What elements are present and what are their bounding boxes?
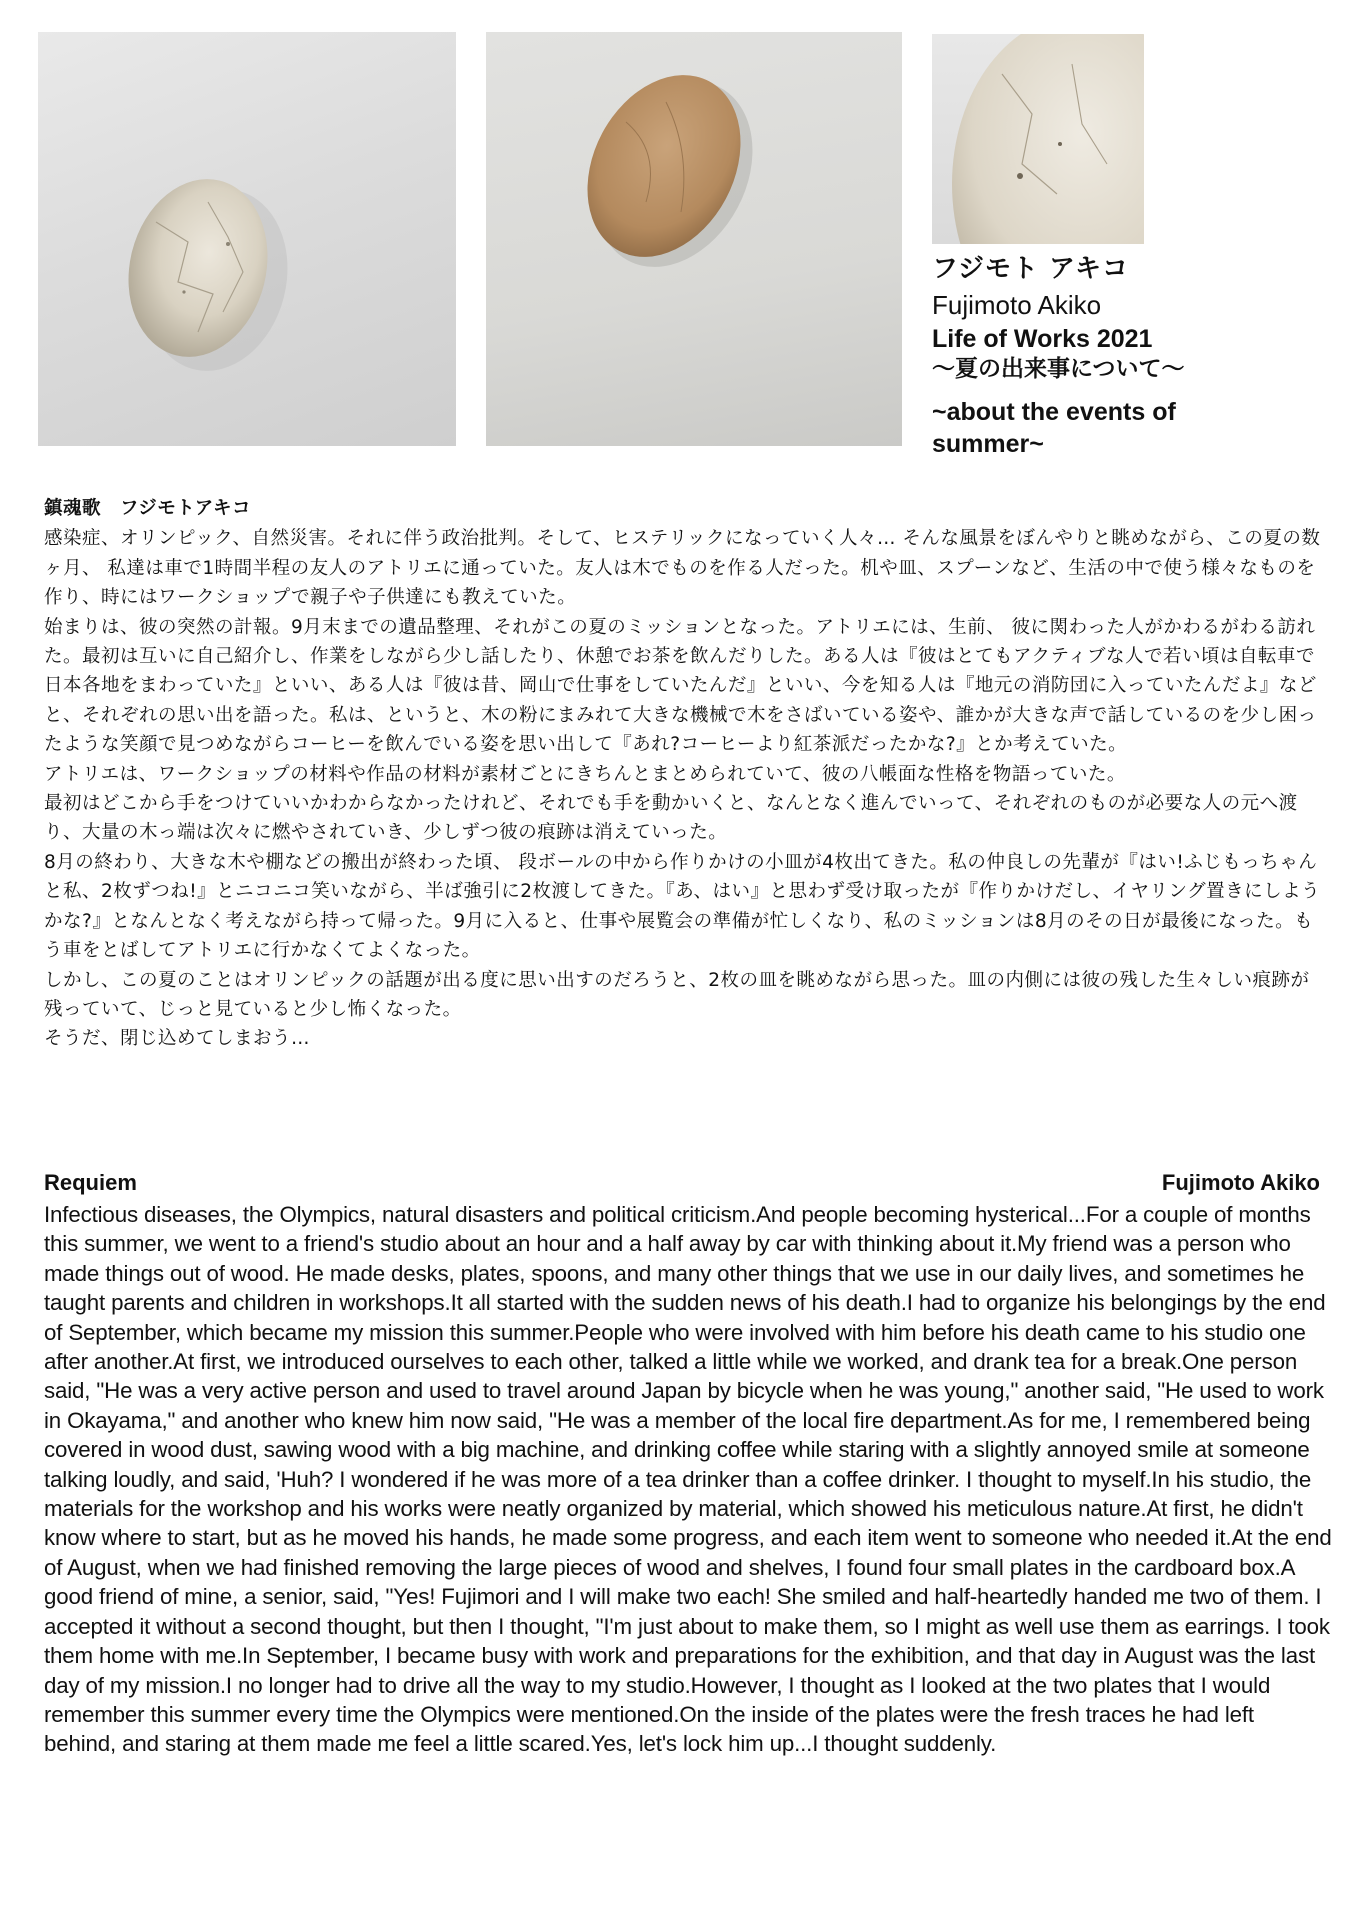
english-header [44,1170,1332,1200]
japanese-paragraph: アトリエは、ワークショップの材料や作品の材料が素材ごとにきちんとまとめられていて、彼の八帳面な性格を物語っていた。 [44,763,1126,785]
work-title-block [932,324,1185,384]
japanese-paragraph: 8月の終わり、大きな木や棚などの搬出が終わった頃、 段ボールの中から作りかけの小皿が4枚出てきた。私の仲良しの先輩が『はい!ふじもっちゃんと私、2枚ずつね!』とニコニコ笑いながら、半ば強引に2枚渡してきた。『あ、はい』と思わず受け取ったが『作りかけだし、イヤリング置きにしようかな?』となんとなく考えながら持って帰った。9月に入ると、仕事や展覧会の準備が忙しくなり、私のミッションは8月のその日が最後になった。もう車をとばしてアトリエに行かなくてよくなった。 [44,851,1321,962]
japanese-text-section [44,494,1324,1054]
artist-name-english: Fujimoto Akiko [932,290,1102,320]
japanese-paragraph: 感染症、オリンピック、自然災害。それに伴う政治批判。そして、ヒステリックになっていく人々… そんな風景をぼんやりと眺めながら、この夏の数ヶ月、 私達は車で1時間半程の友人のアトリエに通っていた。友人は木でものを作る人だった。机や皿、スプーンなど、生活の中で使う様々なものを作り、時にはワークショップで親子や子供達にも教えていた。 [44,528,1321,609]
japanese-paragraph: 始まりは、彼の突然の計報。9月末までの遺品整理、それがこの夏のミッションとなった。アトリエには、生前、 彼に関わった人がかわるがわる訪れた。最初は互いに自己紹介し、作業をしながら少し話したり、休憩でお茶を飲んだりした。ある人は『彼はとてもアクティブな人で若い頃は自転車で日本各地をまわっていた』といい、ある人は『彼は昔、岡山で仕事をしていたんだ』といい、今を知る人は『地元の消防団に入っていたんだよ』などと、それぞれの思い出を語った。私は、というと、木の粉にまみれて大きな機械で木をさばいている姿や、誰かが大きな声で話しているのを少し困ったような笑顔で見つめながらコーヒーを飲んでいる姿を思い出して『あれ?コーヒーより紅茶派だったかな?』とか考えていた。 [44,616,1317,756]
artwork-photo-wooden-plate [486,32,902,446]
work-subtitle-english: ~about the events of summer~ [932,398,1176,458]
japanese-paragraph: そうだ、閉じ込めてしまおう… [44,1028,311,1050]
artist-name-japanese: フジモト アキコ [932,254,1129,284]
work-title: Life of Works 2021 [932,325,1153,353]
work-subtitle-japanese: 〜夏の出来事について〜 [932,356,1185,382]
japanese-paragraph: 最初はどこから手をつけていいかわからなかったけれど、それでも手を動かいくと、なんとなく進んでいって、それぞれのものが必要な人の元へ渡り、大量の木っ端は次々に燃やされていき、少しずつ彼の痕跡は消えていった。 [44,793,1298,844]
english-body: Infectious diseases, the Olympics, natural disasters and political criticism.And people becoming hysterical...For a couple of months this summer, we went to a friend's studio about an hour and a half away by car with thinking about it.My friend was a person who made things out of wood. He made desks, plates, spoons, and many other things that we use in our daily lives, and sometimes he taught parents and children in workshops.It all started with the sudden news of his death.I had to organize his belongings by the end of September, which became my mission this summer.People who were involved with him before his death came to his studio one after another.At first, we introduced ourselves to each other, talked a little while we worked, and drank tea for a break.One person said, "He was a very active person and used to travel around Japan by bicycle when he was young," another said, "He used to work in Okayama," and another who knew him now said, "He was a member of the local fire department.As for me, I remembered being covered in wood dust, sawing wood with a big machine, and drinking coffee while staring with a slightly annoyed smile at someone talking loudly, and said, 'Huh? I wondered if he was more of a tea drinker than a coffee drinker. I thought to myself.In his studio, the materials for the workshop and his works were neatly organized by material, which showed his meticulous nature.At first, he didn't know where to start, but as he moved his hands, he made some progress, and each item went to someone who needed it.At the end of August, when we had finished removing the large pieces of wood and shelves, I found four small plates in the cardboard box.A good friend of mine, a senior, said, "Yes! Fujimori and I will make two each! She smiled and half-heartedly handed me two of them. I accepted it without a second thought, but then I thought, "I'm just about to make them, so I might as well use them as earrings. I took them home with me.In September, I became busy with work and preparations for the exhibition, and that day in August was the last day of my mission.I no longer had to drive all the way to my studio.However, I thought as I looked at the two plates that I would remember this summer every time the Olympics were mentioned.On the inside of the plates were the fresh traces he had left behind, and staring at them made me feel a little scared.Yes, let's lock him up...I thought suddenly. [44,1202,1332,1757]
english-text-section [44,1170,1332,1759]
japanese-paragraph: しかし、この夏のことはオリンピックの話題が出る度に思い出すのだろうと、2枚の皿を眺めながら思った。皿の内側には彼の残した生々しい痕跡が残っていて、じっと見ていると少し怖くなった。 [44,969,1310,1020]
english-author: Fujimoto Akiko [1161,1170,1320,1195]
artwork-photo-paper-egg [38,32,456,446]
japanese-heading: 鎮魂歌 フジモトアキコ [44,498,251,519]
artwork-photo-egg-closeup [932,34,1144,244]
english-heading: Requiem [44,1170,137,1195]
